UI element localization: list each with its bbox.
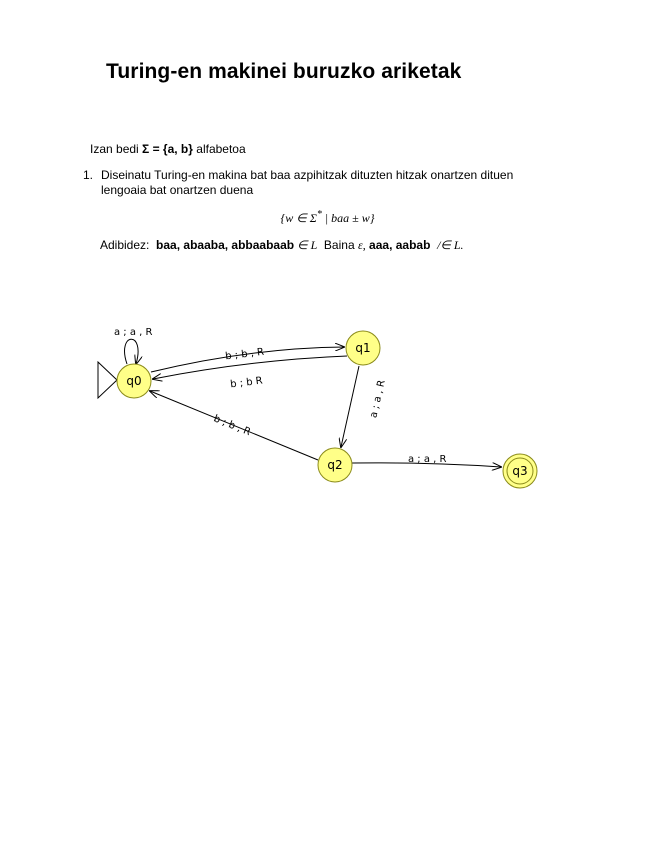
in-l: ∈ L [294, 238, 318, 252]
examples-rejected: aaa, aabab [369, 238, 431, 252]
initial-state-marker [98, 362, 117, 398]
state-label-q1: q1 [355, 341, 371, 355]
not-in-l: /∈ L. [437, 238, 464, 252]
edge-q0-q0 [125, 339, 139, 364]
edge-label-q1-q2: a ; a , R [368, 379, 388, 420]
state-label-q3: q3 [512, 464, 528, 478]
exercise-number: 1. [83, 168, 94, 182]
exercise-text: Diseinatu Turing-en makina bat baa azpihitzak dituzten hitzak onartzen dituen lengoaia bat onartzen duena [101, 168, 514, 197]
edge-q1-q0 [153, 356, 347, 379]
edge-q1-q2 [341, 366, 359, 447]
state-q0 [117, 364, 151, 398]
edge-label-q0-q0: a ; a , R [114, 327, 153, 338]
state-label-q0: q0 [126, 374, 142, 388]
sigma-definition: Σ = {a, b} [142, 142, 193, 156]
set-open: {w ∈ Σ [280, 211, 317, 225]
edge-label-q0-q1: b ; b , R [224, 346, 265, 363]
epsilon: ε, [357, 238, 366, 252]
baina-label: Baina [323, 238, 355, 252]
page-title: Turing-en makinei buruzko ariketak [106, 60, 462, 83]
state-q3 [503, 454, 537, 488]
examples-label: Adibidez: [100, 238, 150, 252]
set-star: * [316, 209, 322, 220]
edge-label-q2-q3: a ; a , R [408, 454, 447, 465]
intro-suffix: alfabetoa [192, 142, 246, 156]
edge-label-q1-q0: b ; b R [229, 375, 264, 391]
set-rest: | baa ± w} [321, 211, 375, 225]
state-q1 [346, 331, 380, 365]
state-label-q2: q2 [327, 458, 343, 472]
intro-prefix: Izan bedi [90, 142, 143, 156]
examples-accepted: baa, abaaba, abbaabaab [156, 238, 295, 252]
state-q2 [318, 448, 352, 482]
edge-label-q2-q0: b ; b , R [211, 413, 253, 439]
